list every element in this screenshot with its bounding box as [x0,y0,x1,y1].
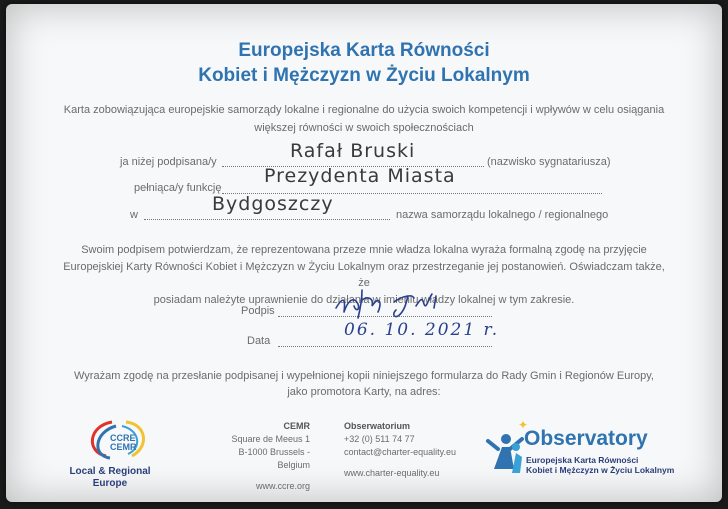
date-dotted-line [278,346,492,347]
date-label: Data [247,335,271,347]
function-value: Prezydenta Miasta [264,165,456,187]
declaration-line2: Europejskiej Karty Równości Kobiet i Mężczyzn w Życiu Lokalnym oraz przestrzeganie jej postanowień. Oświadczam także, że [63,260,665,289]
declaration-line3: posiadam należyte uprawnienie do działania w imieniu władzy lokalnej w tym zakresie. [153,293,575,306]
logo-caption-line2: Europe [92,478,128,489]
observatory-address [344,420,456,480]
observatory-logo-line1: Europejska Karta Równości [526,455,639,465]
document-title-line2: Kobiet i Mężczyzn w Życiu Lokalnym [198,65,530,86]
cemr-website-link[interactable]: www.ccre.org [255,481,310,491]
logo-cemr-text: CEMR [110,442,137,452]
logo-ccre-text: CCRE [110,433,136,443]
handwritten-signature [332,286,452,320]
observatory-phone: +32 (0) 511 74 77 [344,434,415,444]
cemr-heading: CEMR [283,421,310,431]
consent-line1: Wyrażam zgodę na przesłanie podpisanej i wypełnionej kopii niniejszego formularza do Rady Gmin i Regionów Europy, [74,370,654,382]
signatory-name-value: Rafał Bruski [290,140,416,162]
authority-dotted-line [144,219,390,220]
logo-caption-line1: Local & Regional [69,466,151,477]
observatory-logo-name: Observatory [524,427,648,450]
observatory-logo-line2: Kobiet i Mężczyzn w Życiu Lokalnym [526,465,675,475]
cemr-address [212,420,310,493]
signature-label: Podpis [241,305,275,317]
svg-text:✦: ✦ [518,418,528,432]
authority-value: Bydgoszczy [212,193,334,215]
consent-line2: jako promotora Karty, na adres: [287,386,441,398]
cemr-street: Square de Meeus 1 [231,434,310,444]
observatory-email-link[interactable]: contact@charter-equality.eu [344,447,457,457]
ccre-cemr-logo [66,416,176,491]
signatory-hint: (nazwisko sygnatariusza) [487,156,611,168]
declaration-line1: Swoim podpisem potwierdzam, że reprezentowana przeze mnie władza lokalna wyraża formalną zgodę na przyjęcie [81,244,647,256]
observatory-figures-icon [484,417,528,477]
document-subtitle [46,101,682,137]
observatory-logo [484,417,684,487]
subtitle-line1: Karta zobowiązująca europejskie samorządy lokalne i regionalne do użycia swoich kompetencji i wpływów w celu osiągania [63,104,665,116]
date-value: 06. 10. 2021 r. [344,320,500,340]
charter-form-sheet [6,4,722,502]
signatory-label: ja niżej podpisana/y [120,156,217,168]
authority-hint: nazwa samorządu lokalnego / regionalnego [396,209,609,221]
in-label: w [130,209,138,221]
cemr-city: B-1000 Brussels - Belgium [238,447,310,470]
subtitle-line2: większej równości w swoich społecznościach [254,122,474,134]
consent-paragraph [66,368,662,400]
observatory-heading: Obserwatorium [344,421,411,431]
function-label: pełniąca/y funkcję [134,182,222,194]
document-title-line1: Europejska Karta Równości [238,40,490,61]
observatory-website-link[interactable]: www.charter-equality.eu [344,468,440,478]
